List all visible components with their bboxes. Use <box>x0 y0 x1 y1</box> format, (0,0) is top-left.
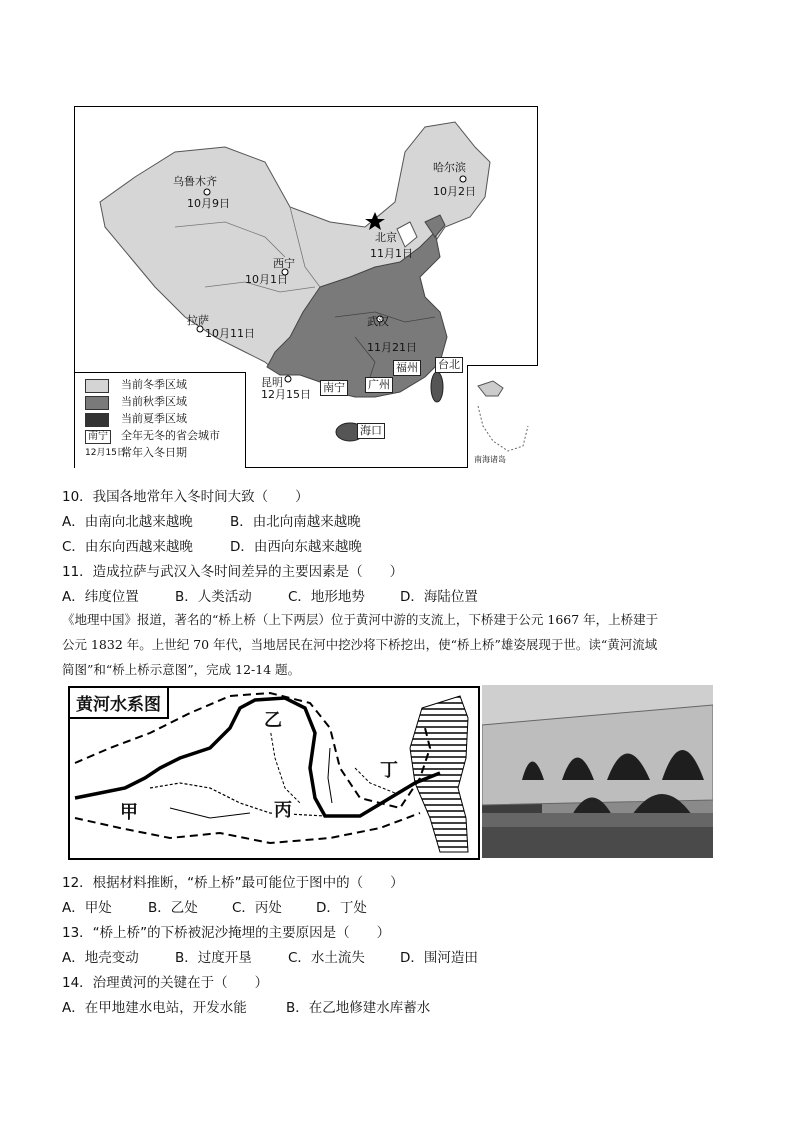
q10-option-b: B．由北向南越来越晚 <box>230 514 361 530</box>
legend-autumn-swatch <box>85 396 109 410</box>
label-bing: 丙 <box>274 796 292 822</box>
passage-line-3: 简图”和“桥上桥示意图”，完成 12-14 题。 <box>62 662 301 677</box>
legend-winter-swatch <box>85 379 109 393</box>
label-jia: 甲 <box>120 798 138 824</box>
city-fuzhou: 福州 <box>393 360 421 376</box>
q14-stem: 14．治理黄河的关键在于（ ） <box>62 975 269 991</box>
city-taipei: 台北 <box>435 357 463 373</box>
q12-stem: 12．根据材料推断，“桥上桥”最可能位于图中的（ ） <box>62 875 404 891</box>
south-china-sea-inset <box>467 365 538 468</box>
passage-line-2: 公元 1832 年。上世纪 70 年代，当地居民在河中挖沙将下桥挖出，使“桥上桥”雄姿展现于世。读“黄河流域 <box>62 637 658 652</box>
china-winter-map <box>74 106 538 468</box>
city-lhasa: 拉萨 <box>187 314 209 327</box>
city-kunming-date: 12月15日 <box>261 388 311 401</box>
q10-option-c: C．由东向西越来越晚 <box>62 539 193 555</box>
city-nanning: 南宁 <box>320 380 348 396</box>
legend-entry-date-sample: 12月15日 <box>85 448 126 458</box>
city-harbin: 哈尔滨 <box>433 161 466 174</box>
city-urumqi: 乌鲁木齐 <box>173 175 217 188</box>
bridge-photo <box>482 685 713 858</box>
q13-option-a: A．地壳变动 <box>62 950 139 966</box>
city-beijing: 北京 <box>375 231 397 244</box>
q10-stem: 10．我国各地常年入冬时间大致（ ） <box>62 489 309 505</box>
q12-option-d: D．丁处 <box>316 900 367 916</box>
q14-option-a: A．在甲地建水电站，开发水能 <box>62 1000 247 1016</box>
q11-option-b: B．人类活动 <box>175 589 252 605</box>
city-beijing-date: 11月1日 <box>370 247 413 260</box>
q13-option-d: D．围河造田 <box>400 950 478 966</box>
q12-option-c: C．丙处 <box>232 900 282 916</box>
city-kunming: 昆明 <box>261 376 283 389</box>
q13-option-c: C．水土流失 <box>288 950 365 966</box>
label-yi: 乙 <box>264 706 282 732</box>
city-haikou: 海口 <box>357 423 385 439</box>
q11-option-a: A．纬度位置 <box>62 589 139 605</box>
q13-option-b: B．过度开垦 <box>175 950 252 966</box>
passage <box>62 607 732 682</box>
city-urumqi-date: 10月9日 <box>187 197 230 210</box>
city-xining: 西宁 <box>273 257 295 270</box>
yellow-river-map <box>68 686 480 860</box>
inset-graphic <box>468 366 538 468</box>
q10-option-a: A．由南向北越来越晚 <box>62 514 193 530</box>
q12-option-b: B．乙处 <box>148 900 198 916</box>
yellow-river-map-title: 黄河水系图 <box>70 688 169 719</box>
city-wuhan-date: 11月21日 <box>367 341 417 354</box>
q12-option-a: A．甲处 <box>62 900 112 916</box>
q11-option-c: C．地形地势 <box>288 589 365 605</box>
q11-option-d: D．海陆位置 <box>400 589 478 605</box>
city-xining-date: 10月1日 <box>245 273 288 286</box>
label-ding: 丁 <box>380 760 398 781</box>
city-wuhan: 武汉 <box>367 315 389 328</box>
legend-summer-swatch <box>85 413 109 427</box>
inset-label: 南海诸岛 <box>474 455 506 464</box>
q11-stem: 11．造成拉萨与武汉入冬时间差异的主要因素是（ ） <box>62 564 404 580</box>
city-guangzhou: 广州 <box>365 377 393 393</box>
city-harbin-date: 10月2日 <box>433 185 476 198</box>
city-lhasa-date: 10月11日 <box>205 327 255 340</box>
q13-stem: 13．“桥上桥”的下桥被泥沙掩埋的主要原因是（ ） <box>62 925 391 941</box>
bridge-photo-graphic <box>482 685 713 858</box>
map-legend: 当前冬季区域 当前秋季区域 当前夏季区域 南宁 全年无冬的省会城市 12月15日 常年入冬日期 <box>75 372 246 468</box>
q14-option-b: B．在乙地修建水库蓄水 <box>286 1000 431 1016</box>
q10-option-d: D．由西向东越来越晚 <box>230 539 362 555</box>
legend-no-winter-swatch: 南宁 <box>85 430 111 444</box>
passage-line-1: 《地理中国》报道，著名的“桥上桥（上下两层）位于黄河中游的支流上，下桥建于公元 1667 年，上桥建于 <box>62 612 659 627</box>
